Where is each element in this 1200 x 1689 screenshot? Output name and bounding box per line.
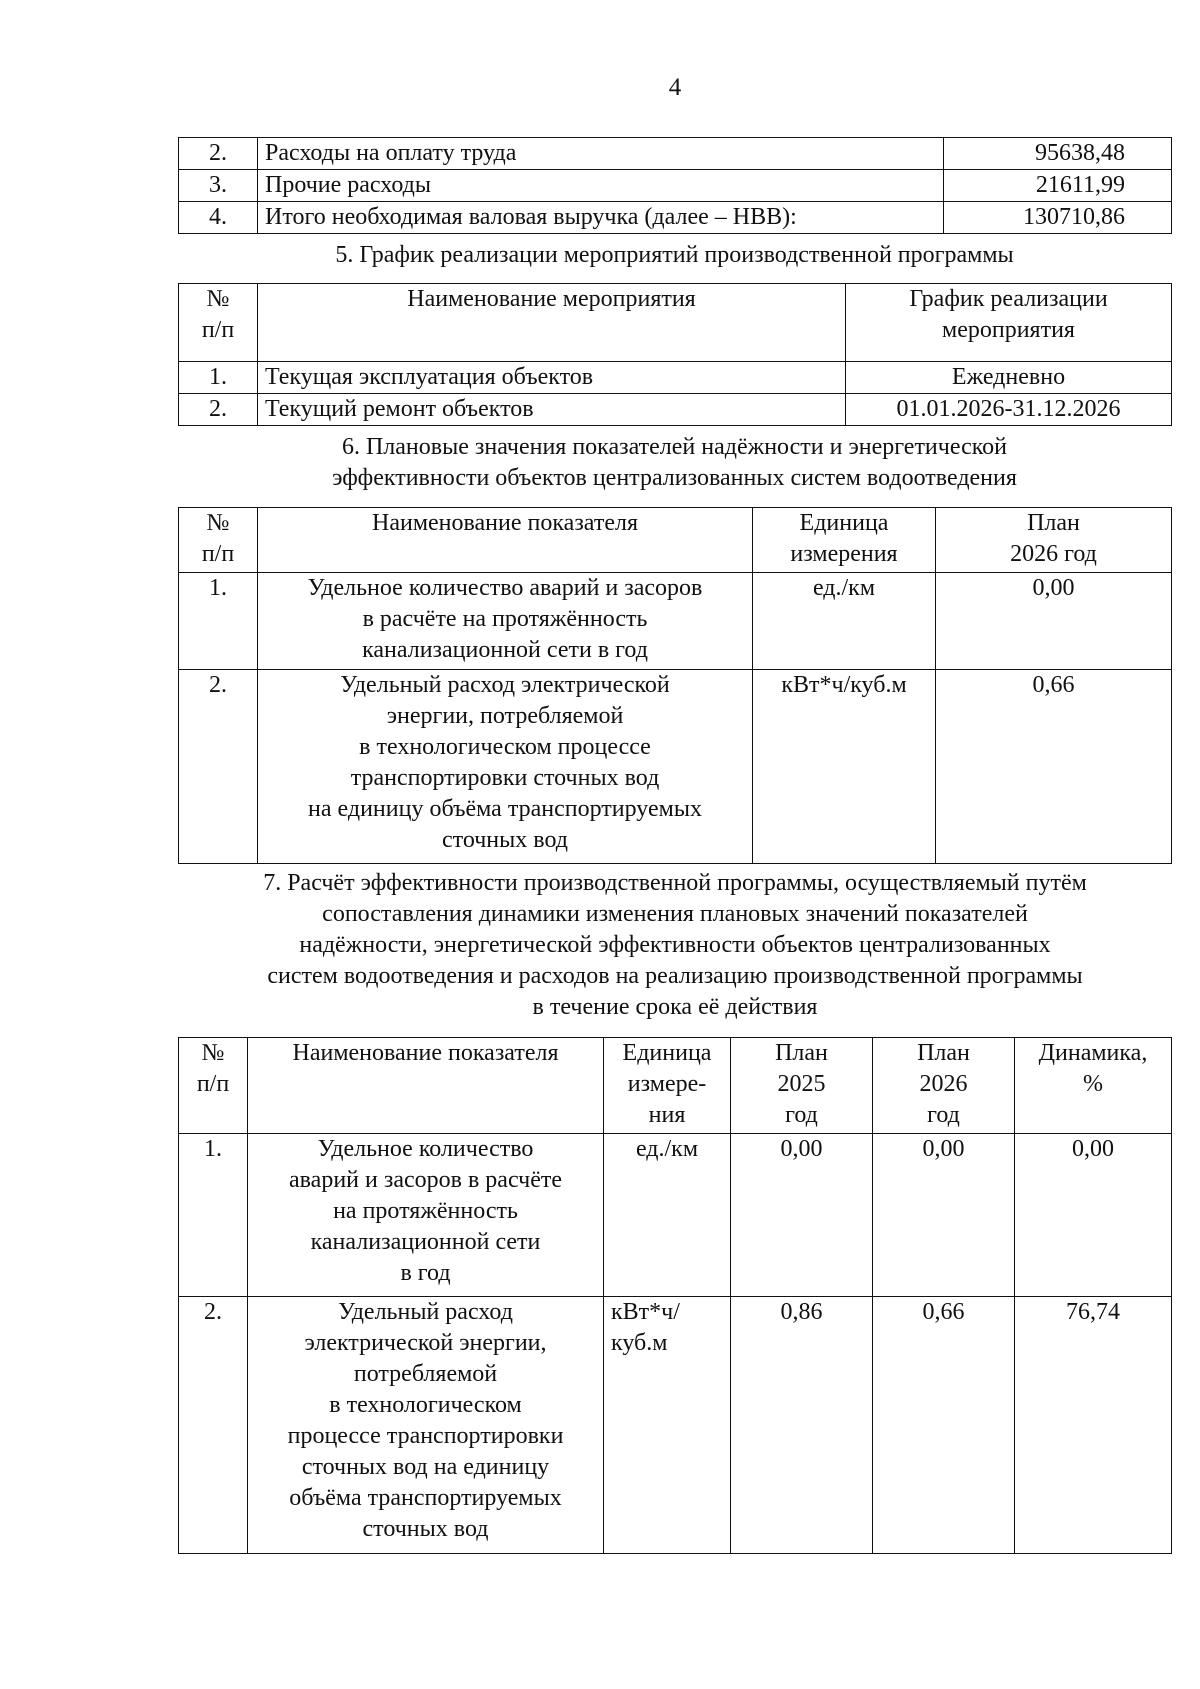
header-unit — [753, 508, 936, 573]
indicator-unit: ед./км — [753, 573, 936, 670]
header-plan-line: год — [927, 1102, 960, 1128]
indicator-unit — [604, 1134, 731, 1297]
header-num — [179, 284, 258, 362]
row-number: 1. — [179, 573, 258, 670]
row-number: 2. — [179, 670, 258, 864]
indicator-name-line: в расчёте на протяжённость — [362, 606, 648, 632]
header-plan-line: 2026 — [919, 1071, 968, 1097]
indicator-name-line: Удельный расход — [338, 1299, 513, 1325]
section7-title-line: 7. Расчёт эффективности производственной программы, осуществляемый путём — [263, 870, 1087, 896]
cost-value: 95638,48 — [944, 138, 1172, 170]
indicator-name-line: транспортировки сточных вод — [350, 765, 660, 791]
activity-name: Текущая эксплуатация объектов — [258, 362, 846, 394]
header-num-line2: п/п — [201, 541, 235, 567]
indicator-name-line: в технологическом — [329, 1392, 522, 1418]
indicator-plan: 0,00 — [936, 573, 1172, 670]
indicator-name-line: канализационной сети в год — [362, 637, 648, 663]
table-row — [179, 670, 1172, 864]
header-unit-line: измере- — [627, 1071, 707, 1097]
header-plan-line: 2025 — [777, 1071, 826, 1097]
indicator-name-line: аварий и засоров в расчёте — [289, 1167, 562, 1193]
header-unit-line2: измерения — [790, 541, 898, 567]
row-number: 1. — [179, 362, 258, 394]
table-header-row — [179, 284, 1172, 362]
activity-name: Текущий ремонт объектов — [258, 394, 846, 426]
indicator-name-line: сточных вод на единицу — [301, 1454, 550, 1480]
section6-title — [178, 432, 1171, 494]
header-unit-line: Единица — [622, 1040, 712, 1066]
table-row — [179, 1297, 1172, 1554]
row-number: 1. — [179, 1134, 248, 1297]
indicator-plan-2026: 0,66 — [873, 1297, 1015, 1554]
indicator-name-line: Удельное количество — [317, 1136, 534, 1162]
table-row — [179, 138, 1172, 170]
table-row — [179, 170, 1172, 202]
indicator-name-line: канализационной сети — [310, 1229, 541, 1255]
header-dynamics-line: % — [1083, 1071, 1103, 1097]
page-number: 4 — [668, 74, 682, 101]
indicator-name — [248, 1134, 604, 1297]
header-plan-line: План — [775, 1040, 828, 1066]
indicator-plan-2026: 0,00 — [873, 1134, 1015, 1297]
indicator-plan: 0,66 — [936, 670, 1172, 864]
efficiency-table — [178, 1037, 1172, 1554]
row-number: 3. — [179, 170, 258, 202]
indicator-name-line: процессе транспортировки — [287, 1423, 564, 1449]
section7-title-line: сопоставления динамики изменения плановых значений показателей — [322, 901, 1028, 927]
indicator-plan-2025: 0,86 — [731, 1297, 873, 1554]
indicator-name-line: Удельное количество аварий и засоров — [307, 575, 703, 601]
indicator-dynamics: 0,00 — [1015, 1134, 1172, 1297]
indicator-name-line: сточных вод — [442, 827, 568, 853]
header-num-line2: п/п — [201, 317, 235, 343]
header-dynamics-line: Динамика, — [1038, 1040, 1148, 1066]
indicator-unit-line: куб.м — [611, 1330, 668, 1356]
indicator-name — [248, 1297, 604, 1554]
header-num-line2: п/п — [196, 1071, 230, 1097]
table-row — [179, 573, 1172, 670]
row-number: 2. — [179, 394, 258, 426]
header-unit-line: ния — [648, 1102, 686, 1128]
indicator-name-line: в технологическом процессе — [359, 734, 651, 760]
table-row — [179, 362, 1172, 394]
row-number: 2. — [179, 138, 258, 170]
indicator-name-line: сточных вод — [362, 1516, 489, 1542]
cost-name: Расходы на оплату труда — [258, 138, 944, 170]
header-num — [179, 508, 258, 573]
header-plan-line: год — [785, 1102, 818, 1128]
header-num-line1: № — [206, 510, 230, 536]
table-row — [179, 1134, 1172, 1297]
table-header-row — [179, 1038, 1172, 1134]
indicator-name-line: Удельный расход электрической — [340, 672, 670, 698]
indicators-table — [178, 507, 1172, 864]
indicator-name-line: объёма транспортируемых — [289, 1485, 562, 1511]
header-plan — [936, 508, 1172, 573]
header-name: Наименование показателя — [258, 508, 753, 573]
cost-value: 21611,99 — [944, 170, 1172, 202]
header-plan-2026 — [873, 1038, 1015, 1134]
row-number: 2. — [179, 1297, 248, 1554]
header-dynamics — [1015, 1038, 1172, 1134]
indicator-name — [258, 573, 753, 670]
table-row — [179, 202, 1172, 234]
indicator-name-line: электрической энергии, — [304, 1330, 547, 1356]
indicator-dynamics: 76,74 — [1015, 1297, 1172, 1554]
header-schedule — [846, 284, 1172, 362]
header-num — [179, 1038, 248, 1134]
header-schedule-line1: График реализации — [909, 286, 1108, 312]
schedule-table — [178, 283, 1172, 426]
table-row — [179, 394, 1172, 426]
section7-title-line: надёжности, энергетической эффективности объектов централизованных — [299, 932, 1051, 958]
section6-title-line2: эффективности объектов централизованных систем водоотведения — [332, 465, 1017, 491]
section6-title-line1: 6. Плановые значения показателей надёжности и энергетической — [341, 434, 1008, 460]
header-plan-line1: План — [1027, 510, 1080, 536]
indicator-unit-line: ед./км — [635, 1136, 699, 1162]
section5-title: 5. График реализации мероприятий производственной программы — [335, 242, 1014, 268]
indicator-name-line: на единицу объёма транспортируемых — [308, 796, 702, 822]
header-unit-line1: Единица — [799, 510, 889, 536]
header-num-line1: № — [206, 286, 230, 312]
table-header-row — [179, 508, 1172, 573]
activity-schedule: Ежедневно — [846, 362, 1172, 394]
header-name: Наименование показателя — [248, 1038, 604, 1134]
indicator-name — [258, 670, 753, 864]
cost-value: 130710,86 — [944, 202, 1172, 234]
section7-title-line: систем водоотведения и расходов на реализацию производственной программы — [267, 963, 1083, 989]
indicator-plan-2025: 0,00 — [731, 1134, 873, 1297]
header-plan-line2: 2026 год — [1010, 541, 1097, 567]
section7-title — [150, 868, 1200, 1023]
indicator-name-line: потребляемой — [353, 1361, 498, 1387]
header-unit — [604, 1038, 731, 1134]
indicator-name-line: в год — [400, 1260, 451, 1286]
cost-name: Итого необходимая валовая выручка (далее – НВВ): — [258, 202, 944, 234]
indicator-unit — [604, 1297, 731, 1554]
header-plan-2025 — [731, 1038, 873, 1134]
section7-title-line: в течение срока её действия — [532, 994, 818, 1020]
activity-schedule: 01.01.2026-31.12.2026 — [846, 394, 1172, 426]
row-number: 4. — [179, 202, 258, 234]
costs-table — [178, 137, 1172, 234]
header-schedule-line2: мероприятия — [942, 317, 1075, 343]
indicator-unit-line: кВт*ч/ — [611, 1299, 680, 1325]
header-name: Наименование мероприятия — [258, 284, 846, 362]
header-plan-line: План — [917, 1040, 970, 1066]
header-num-line1: № — [201, 1040, 225, 1066]
indicator-name-line: на протяжённость — [333, 1198, 518, 1224]
cost-name: Прочие расходы — [258, 170, 944, 202]
indicator-unit: кВт*ч/куб.м — [753, 670, 936, 864]
indicator-name-line: энергии, потребляемой — [386, 703, 624, 729]
